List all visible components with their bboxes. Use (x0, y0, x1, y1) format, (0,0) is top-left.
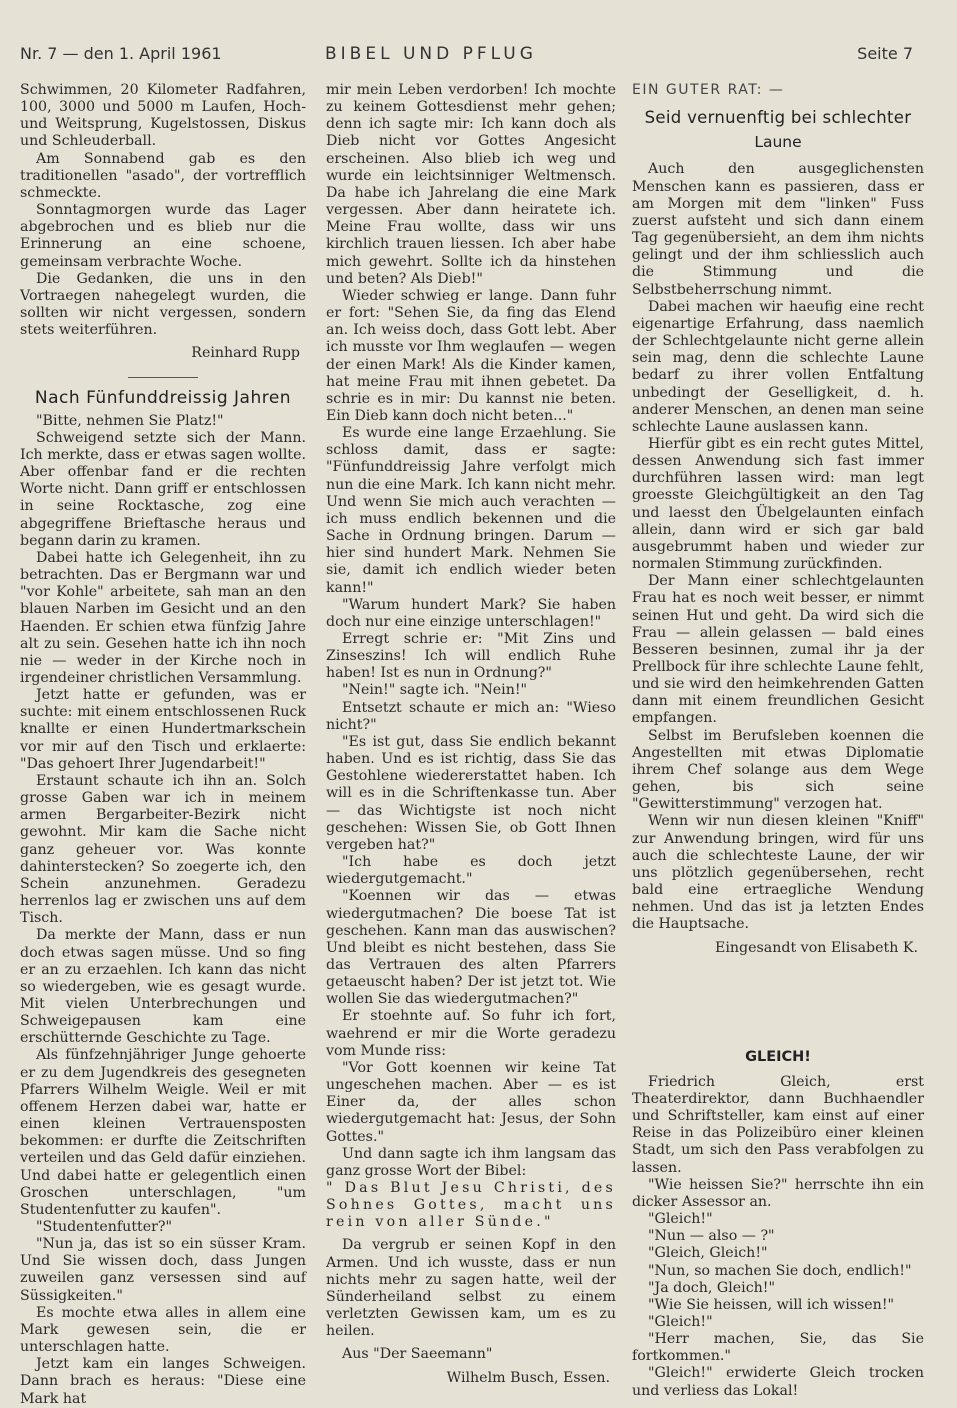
paragraph: Als fünfzehnjähriger Junge gehoerte er zu dem Jugendkreis des gesegneten Pfarrers Wilhelm Weigle. Weil er mit offenem Herzen dabei war, hatte er einen kleinen Vertrauensposten bekommen: er durfte die Zeitschriften verteilen und das Geld dafür einziehen. Und dabei hatte er gelegentlich einen Groschen unterschlagen, "um Studentenfutter zu kaufen". (20, 1047, 306, 1218)
paragraph: Da vergrub er seinen Kopf in den Armen. Und ich wusste, dass er nun nichts mehr zu sagen hatte, weil der Sünderheiland selbst zu einem verletzten Gewissen kam, um es zu heilen. (326, 1237, 616, 1340)
paragraph: Er stoehnte auf. So fuhr ich fort, waehrend er mir die Worte geradezu vom Munde riss: (326, 1008, 616, 1059)
dialogue-line: "Herr machen, Sie, das Sie fortkommen." (632, 1331, 924, 1365)
article-headline: GLEICH! (745, 1048, 811, 1065)
column-3 (632, 82, 924, 1400)
paragraph: Und dann sagte ich ihm langsam das ganz grosse Wort der Bibel: (326, 1145, 616, 1179)
dialogue-line: "Gleich, Gleich!" (648, 1245, 768, 1262)
article-headline-line-2: Laune (754, 133, 802, 152)
paragraph: mir mein Leben verdorben! Ich mochte zu keinem Gottesdienst mehr gehen; denn ich sagte mir: Ich kann doch als Dieb nicht vor Gottes Angesicht erscheinen. Also blieb ich weg und wurde ein leichtsinniger Weltmensch. Da habe ich Jahrelang die eine Mark vergessen. Aber dann heiratete ich. Meine Frau wollte, dass wir uns kirchlich trauen liessen. Ich aber habe mich gewehrt. Sollte ich da hinstehen und beten? Als Dieb!" (326, 82, 616, 287)
article-headline: Nach Fünfunddreissig Jahren (34, 387, 292, 408)
source-citation: Aus "Der Saeemann" (342, 1346, 493, 1363)
issue-date: Nr. 7 — den 1. April 1961 (20, 44, 222, 63)
article-signature: Reinhard Rupp (191, 345, 300, 362)
paragraph: Dabei machen wir haeufig eine recht eigenartige Erfahrung, dass naemlich der Schlechtgelaunte nicht gerne allein sein mag, denn die schlechte Laune bedarf zu ihrer vollen Entfaltung unbedingt der Geselligkeit, d. h. anderer Menschen, an denen man seine schlechte Laune auslassen kann. (632, 298, 924, 435)
paragraph: Der Mann einer schlechtgelaunten Frau hat es noch weit besser, er nimmt seinen Hut und geht. Da wird sich die Frau — allein gelassen — bald eines Besseren besinnen, zumal ihr ja der Prellbock für ihre schlechte Laune fehlt, und sie wird den heimkehrenden Gatten dann mit einem freundlichen Gesicht empfangen. (632, 573, 924, 727)
divider (128, 377, 198, 378)
dialogue-line: "Ja doch, Gleich!" (648, 1279, 776, 1296)
paragraph: Dabei hatte ich Gelegenheit, ihn zu betrachten. Das er Bergmann war und "vor Kohle" arbeitete, sah man an den blauen Narben im Gesicht und an den Haenden. Er schien etwa fünfzig Jahre alt zu sein. Gesehen hatte ich ihn noch nie — weder in der Kirche noch in irgendeiner christlichen Versammlung. (20, 549, 306, 686)
paragraph: Erstaunt schaute ich ihn an. Solch grosse Gaben war ich in meinem armen Bergarbeiter-Bezirk nicht gewohnt. Mir kam die Sache nicht ganz geheuer vor. Was konnte dahinterstecken? So zoegerte ich, den Schein anzunehmen. Geradezu herrenlos lag er zwischen uns auf dem Tisch. (20, 772, 306, 927)
paragraph: Am Sonnabend gab es den traditionellen "asado", der vortrefflich schmeckte. (20, 150, 306, 201)
paragraph: "Es ist gut, dass Sie endlich bekannt haben. Und es ist richtig, dass Sie das Gestohlene wiedererstattet haben. Ich will es in die Schriftenkasse tun. Aber — das Wichtigste ist noch nicht geschehen: Wissen Sie, ob Gott Ihnen vergeben hat?" (326, 733, 616, 853)
paragraph: "Nein!" sagte ich. "Nein!" (342, 682, 528, 699)
paragraph: Jetzt kam ein langes Schweigen. Dann brach es heraus: "Diese eine Mark hat (20, 1356, 306, 1407)
paragraph: "Vor Gott koennen wir keine Tat ungeschehen machen. Aber — es ist Einer da, der alles schon wiedergutgemacht hat: Jesus, der Sohn Gottes." (326, 1059, 616, 1145)
paragraph: Schweigend setzte sich der Mann. Ich merkte, dass er etwas sagen wollte. Aber offenbar fand er die rechten Worte nicht. Dann griff er entschlossen in seine Rocktasche, zog eine abgegriffene Brieftasche heraus und begann darin zu kramen. (20, 429, 306, 549)
article-headline: Seid vernuenftig bei schlechter (644, 108, 912, 128)
paragraph: Entsetzt schaute er mich an: "Wieso nicht?" (326, 699, 616, 733)
paragraph: Erregt schrie er: "Mit Zins und Zinseszins! Ich will endlich Ruhe haben! Ist es nun in Ordnung?" (326, 631, 616, 682)
paragraph: "Bitte, nehmen Sie Platz!" (36, 412, 224, 429)
article-signature: Wilhelm Busch, Essen. (446, 1369, 610, 1386)
paragraph: Hierfür gibt es ein recht gutes Mittel, dessen Anwendung sich fast immer durchführen lassen wird: man legt groesste Gleichgültigkeit an den Tag und laesst den Übelgelaunten einfach allein, dann wird er sich gar bald ausgebrummt haben und wieder zur normalen Stimmung zurückfinden. (632, 435, 924, 573)
article-signature: Eingesandt von Elisabeth K. (715, 939, 918, 956)
column-1 (20, 82, 306, 1408)
paragraph: Wieder schwieg er lange. Dann fuhr er fort: "Sehen Sie, da fing das Elend an. Ich weiss doch, dass Gott lebt. Aber ich musste vor Ihm weglaufen — wegen der einen Mark! Als die Kinder kamen, hat meine Frau mit ihnen gebetet. Da schrie es in mir: Du kannst nie beten. Ein Dieb kann doch nicht beten..." (326, 287, 616, 424)
bible-quote: " Das Blut Jesu Christi, des Sohnes Gottes, macht uns rein von aller Sünde." (326, 1180, 616, 1231)
paragraph: Da merkte der Mann, dass er nun doch etwas sagen müsse. Und so fing er an zu erzaehlen. Ich kann das nicht so wiedergeben, wie es gesagt wurde. Mit vielen Unterbrechungen und Schweigepausen kam eine erschütternde Geschichte zu Tage. (20, 927, 306, 1047)
paragraph: "Nun ja, das ist so ein süsser Kram. Und Sie wissen doch, dass Jungen zuweilen ganz versessen sind auf Süssigkeiten." (20, 1236, 306, 1304)
paragraph: "Wie heissen Sie?" herrschte ihn ein dicker Assessor an. (632, 1176, 924, 1210)
paragraph: Jetzt hatte er gefunden, was er suchte: mit einem entschlossenen Ruck knallte er einen Hundertmarkschein vor mir auf den Tisch und erklaerte: "Das gehoert Ihrer Jugendarbeit!" (20, 687, 306, 772)
dialogue-line: "Gleich!" (648, 1211, 713, 1228)
page-number: Seite 7 (857, 44, 913, 63)
paragraph: Auch den ausgeglichensten Menschen kann es passieren, dass er am Morgen mit dem "linken" Fuss zuerst aufsteht und sich dann einem Tag gegenübersieht, an dem ihm nichts gelingt und der ihm schliesslich auch die Stimmung und die Selbstbeherrschung nimmt. (632, 161, 924, 298)
dialogue-line: "Gleich!" (648, 1314, 713, 1330)
paragraph: Selbst im Berufsleben koennen die Angestellten mit etwas Diplomatie ihrem Chef solange aus dem Wege gehen, bis sich seine "Gewitterstimmung" verzogen hat. (632, 727, 924, 813)
publication-title: BIBEL UND PFLUG (325, 44, 537, 64)
section-kicker: EIN GUTER RAT: — (632, 82, 785, 98)
dialogue-line: "Gleich!" erwiderte Gleich trocken und verliess das Lokal! (632, 1365, 924, 1399)
paragraph: "Ich habe es doch jetzt wiedergutgemacht." (326, 854, 616, 888)
dialogue-line: "Nun — also — ?" (648, 1228, 775, 1245)
dialogue-line: "Nun, so machen Sie doch, endlich!" (648, 1262, 912, 1279)
dialogue-line: "Wie Sie heissen, will ich wissen!" (648, 1296, 895, 1313)
paragraph: Friedrich Gleich, erst Theaterdirektor, dann Buchhaendler und Schriftsteller, kam einst auf einer Reise in das Polizeibüro einer kleinen Stadt, um sich den Pass verabfolgen zu lassen. (632, 1073, 924, 1176)
paragraph: "Koennen wir das — etwas wiedergutmachen? Die boese Tat ist geschehen. Kann man das auswischen? Und bleibt es nicht bestehen, dass Sie das Vertrauen des alten Pfarrers getaeuscht haben? Der ist jetzt tot. Wie wollen Sie das wiedergutmachen?" (326, 888, 616, 1008)
paragraph: Sonntagmorgen wurde das Lager abgebrochen und es blieb nur die Erinnerung an eine schoene, gemeinsam verbrachte Woche. (20, 202, 306, 270)
paragraph: Wenn wir nun diesen kleinen "Kniff" zur Anwendung bringen, wird für uns auch die schlechteste Laune, der wir uns plötzlich gegenübersehen, recht bald eine ertraegliche Wendung nehmen. Und das ist ja letzten Endes die Hauptsache. (632, 813, 924, 933)
paragraph: Die Gedanken, die uns in den Vortraegen nahegelegt wurden, die sollten wir nicht vergessen, sondern stets weiterführen. (20, 270, 306, 339)
paragraph: Es wurde eine lange Erzaehlung. Sie schloss damit, dass er sagte: "Fünfunddreissig Jahre verfolgt mich nun die eine Mark. Ich kann nicht mehr. Und wenn Sie mich auch verachten — ich muss endlich bekennen und die Sache in Ordnung bringen. Darum — hier sind hundert Mark. Nehmen Sie sie, damit ich endlich wieder beten kann!" (326, 425, 616, 596)
paragraph: "Warum hundert Mark? Sie haben doch nur eine einzige unterschlagen!" (326, 596, 616, 630)
paragraph: Schwimmen, 20 Kilometer Radfahren, 100, 3000 und 5000 m Laufen, Hoch- und Weitsprung, Kugelstossen, Diskus und Schleuderball. (20, 82, 306, 150)
column-2 (326, 82, 616, 1387)
paragraph: "Studentenfutter?" (36, 1219, 173, 1235)
paragraph: Es mochte etwa alles in allem eine Mark gewesen sein, die er unterschlagen hatte. (20, 1304, 306, 1356)
